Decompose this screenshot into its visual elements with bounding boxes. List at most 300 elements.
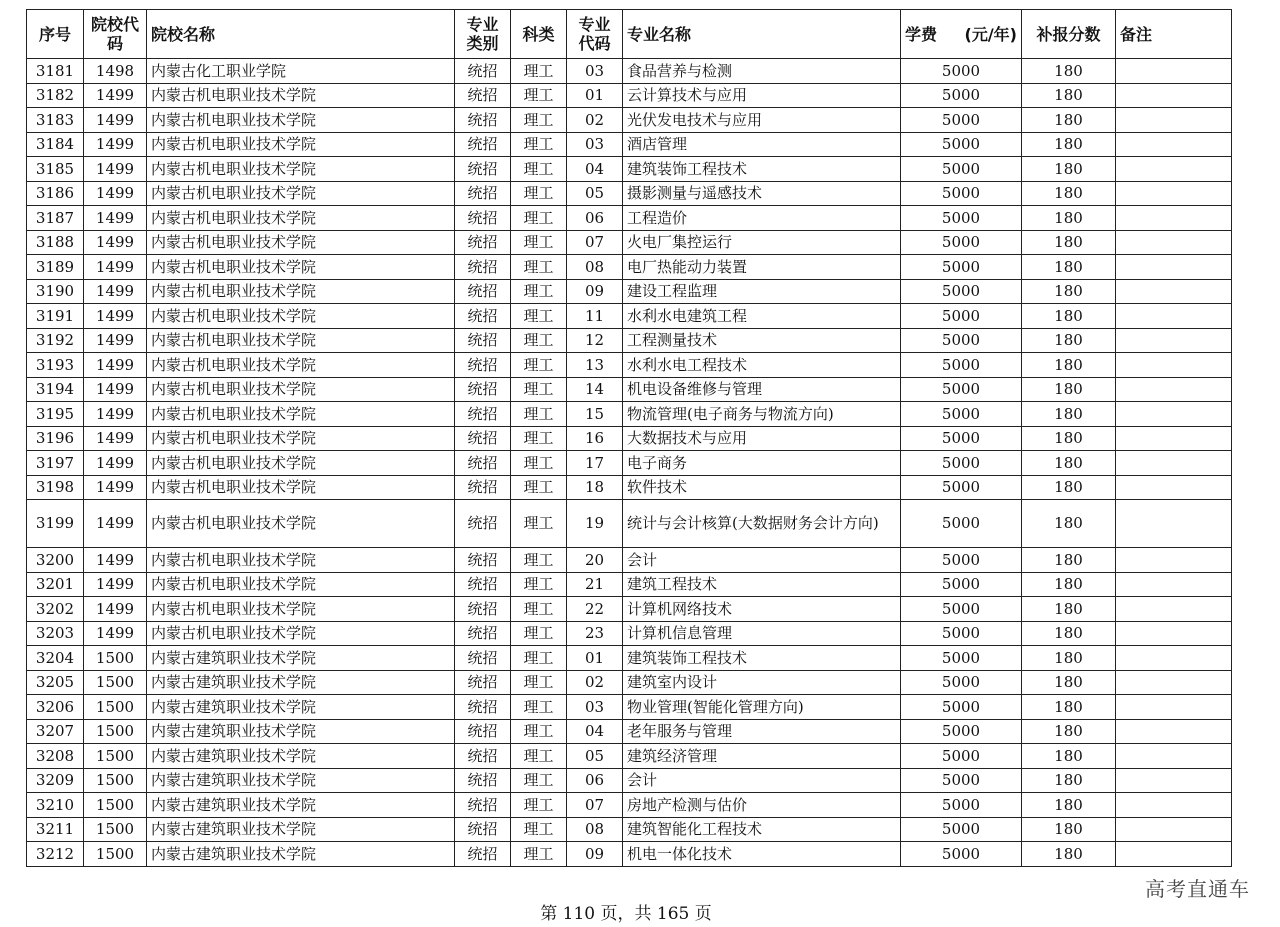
cell-seq: 3196 (27, 426, 84, 451)
cell-major-type: 统招 (455, 402, 511, 427)
cell-subject: 理工 (511, 475, 567, 500)
cell-fee: 5000 (901, 279, 1022, 304)
cell-seq: 3199 (27, 500, 84, 548)
cell-school-name: 内蒙古机电职业技术学院 (147, 132, 455, 157)
cell-seq: 3192 (27, 328, 84, 353)
cell-school-name: 内蒙古机电职业技术学院 (147, 426, 455, 451)
cell-note (1116, 304, 1232, 329)
cell-major-name: 会计 (623, 548, 901, 573)
cell-major-type: 统招 (455, 206, 511, 231)
header-major-name: 专业名称 (623, 10, 901, 59)
cell-note (1116, 768, 1232, 793)
cell-subject: 理工 (511, 793, 567, 818)
cell-seq: 3204 (27, 646, 84, 671)
cell-score: 180 (1022, 59, 1116, 84)
table-row (27, 719, 1232, 744)
cell-subject: 理工 (511, 108, 567, 133)
cell-major-code: 05 (567, 181, 623, 206)
cell-school-name: 内蒙古建筑职业技术学院 (147, 719, 455, 744)
cell-major-code: 09 (567, 279, 623, 304)
cell-subject: 理工 (511, 572, 567, 597)
cell-seq: 3188 (27, 230, 84, 255)
cell-school-name: 内蒙古机电职业技术学院 (147, 328, 455, 353)
table-row (27, 842, 1232, 867)
cell-note (1116, 842, 1232, 867)
cell-major-code: 03 (567, 59, 623, 84)
cell-school-code: 1499 (84, 132, 147, 157)
cell-note (1116, 744, 1232, 769)
cell-fee: 5000 (901, 132, 1022, 157)
cell-subject: 理工 (511, 768, 567, 793)
cell-score: 180 (1022, 768, 1116, 793)
cell-subject: 理工 (511, 59, 567, 84)
cell-seq: 3184 (27, 132, 84, 157)
cell-seq: 3183 (27, 108, 84, 133)
cell-score: 180 (1022, 206, 1116, 231)
cell-seq: 3210 (27, 793, 84, 818)
cell-major-name: 物流管理(电子商务与物流方向) (623, 402, 901, 427)
cell-major-code: 22 (567, 597, 623, 622)
cell-fee: 5000 (901, 695, 1022, 720)
cell-school-code: 1499 (84, 500, 147, 548)
cell-subject: 理工 (511, 83, 567, 108)
cell-score: 180 (1022, 451, 1116, 476)
cell-score: 180 (1022, 621, 1116, 646)
cell-fee: 5000 (901, 670, 1022, 695)
cell-major-type: 统招 (455, 719, 511, 744)
cell-note (1116, 181, 1232, 206)
cell-fee: 5000 (901, 451, 1022, 476)
cell-score: 180 (1022, 402, 1116, 427)
watermark: 高考直通车 (1145, 877, 1250, 901)
cell-note (1116, 353, 1232, 378)
page-footer: 第 110 页，共 165 页 (540, 904, 712, 924)
table-row (27, 426, 1232, 451)
cell-score: 180 (1022, 279, 1116, 304)
cell-school-code: 1499 (84, 108, 147, 133)
cell-subject: 理工 (511, 328, 567, 353)
cell-major-code: 13 (567, 353, 623, 378)
cell-major-type: 统招 (455, 279, 511, 304)
cell-score: 180 (1022, 597, 1116, 622)
cell-major-type: 统招 (455, 670, 511, 695)
cell-major-type: 统招 (455, 621, 511, 646)
table-row (27, 328, 1232, 353)
cell-major-type: 统招 (455, 597, 511, 622)
cell-major-code: 07 (567, 230, 623, 255)
cell-score: 180 (1022, 500, 1116, 548)
cell-fee: 5000 (901, 744, 1022, 769)
cell-subject: 理工 (511, 304, 567, 329)
cell-school-code: 1499 (84, 83, 147, 108)
cell-major-name: 物业管理(智能化管理方向) (623, 695, 901, 720)
cell-score: 180 (1022, 572, 1116, 597)
cell-major-code: 06 (567, 768, 623, 793)
cell-major-name: 火电厂集控运行 (623, 230, 901, 255)
cell-school-code: 1500 (84, 817, 147, 842)
cell-fee: 5000 (901, 842, 1022, 867)
cell-school-name: 内蒙古建筑职业技术学院 (147, 695, 455, 720)
cell-major-type: 统招 (455, 768, 511, 793)
header-school-code: 院校代码 (84, 10, 147, 59)
header-fee-label: 学费 (905, 24, 938, 44)
cell-school-code: 1499 (84, 451, 147, 476)
cell-school-code: 1499 (84, 597, 147, 622)
cell-note (1116, 132, 1232, 157)
table-row (27, 304, 1232, 329)
cell-fee: 5000 (901, 206, 1022, 231)
table-row (27, 572, 1232, 597)
cell-note (1116, 402, 1232, 427)
cell-school-name: 内蒙古机电职业技术学院 (147, 304, 455, 329)
cell-fee: 5000 (901, 157, 1022, 182)
cell-school-name: 内蒙古机电职业技术学院 (147, 621, 455, 646)
cell-major-code: 01 (567, 83, 623, 108)
cell-subject: 理工 (511, 157, 567, 182)
cell-major-name: 统计与会计核算(大数据财务会计方向) (623, 500, 901, 548)
table-row (27, 500, 1232, 548)
cell-score: 180 (1022, 157, 1116, 182)
cell-subject: 理工 (511, 451, 567, 476)
cell-school-name: 内蒙古机电职业技术学院 (147, 108, 455, 133)
cell-subject: 理工 (511, 719, 567, 744)
header-major-type: 专业类别 (455, 10, 511, 59)
cell-major-name: 计算机网络技术 (623, 597, 901, 622)
cell-major-type: 统招 (455, 304, 511, 329)
cell-fee: 5000 (901, 304, 1022, 329)
table-row (27, 206, 1232, 231)
cell-note (1116, 255, 1232, 280)
cell-note (1116, 279, 1232, 304)
cell-subject: 理工 (511, 353, 567, 378)
cell-note (1116, 230, 1232, 255)
cell-fee: 5000 (901, 817, 1022, 842)
cell-score: 180 (1022, 181, 1116, 206)
cell-major-name: 酒店管理 (623, 132, 901, 157)
cell-school-name: 内蒙古机电职业技术学院 (147, 255, 455, 280)
cell-school-name: 内蒙古建筑职业技术学院 (147, 744, 455, 769)
cell-subject: 理工 (511, 132, 567, 157)
cell-major-name: 电厂热能动力装置 (623, 255, 901, 280)
cell-school-name: 内蒙古建筑职业技术学院 (147, 817, 455, 842)
cell-subject: 理工 (511, 548, 567, 573)
cell-major-type: 统招 (455, 328, 511, 353)
table-row (27, 621, 1232, 646)
header-school-name: 院校名称 (147, 10, 455, 59)
cell-major-code: 14 (567, 377, 623, 402)
cell-school-name: 内蒙古机电职业技术学院 (147, 572, 455, 597)
cell-major-type: 统招 (455, 230, 511, 255)
cell-school-code: 1500 (84, 768, 147, 793)
cell-fee: 5000 (901, 426, 1022, 451)
cell-major-name: 机电设备维修与管理 (623, 377, 901, 402)
cell-subject: 理工 (511, 597, 567, 622)
cell-school-code: 1500 (84, 670, 147, 695)
cell-major-type: 统招 (455, 353, 511, 378)
cell-school-code: 1500 (84, 744, 147, 769)
cell-seq: 3198 (27, 475, 84, 500)
cell-score: 180 (1022, 719, 1116, 744)
cell-seq: 3197 (27, 451, 84, 476)
cell-fee: 5000 (901, 548, 1022, 573)
cell-school-code: 1499 (84, 328, 147, 353)
cell-subject: 理工 (511, 646, 567, 671)
cell-major-name: 建筑智能化工程技术 (623, 817, 901, 842)
cell-subject: 理工 (511, 695, 567, 720)
cell-major-code: 08 (567, 255, 623, 280)
cell-major-type: 统招 (455, 548, 511, 573)
cell-school-code: 1499 (84, 548, 147, 573)
cell-school-code: 1499 (84, 377, 147, 402)
header-seq: 序号 (27, 10, 84, 59)
cell-score: 180 (1022, 328, 1116, 353)
cell-school-code: 1499 (84, 475, 147, 500)
table-row (27, 279, 1232, 304)
cell-score: 180 (1022, 744, 1116, 769)
cell-seq: 3185 (27, 157, 84, 182)
cell-score: 180 (1022, 646, 1116, 671)
cell-school-name: 内蒙古机电职业技术学院 (147, 451, 455, 476)
cell-major-type: 统招 (455, 108, 511, 133)
cell-major-type: 统招 (455, 132, 511, 157)
cell-major-code: 17 (567, 451, 623, 476)
cell-note (1116, 572, 1232, 597)
cell-school-code: 1499 (84, 157, 147, 182)
cell-school-name: 内蒙古建筑职业技术学院 (147, 670, 455, 695)
cell-seq: 3187 (27, 206, 84, 231)
cell-seq: 3200 (27, 548, 84, 573)
cell-fee: 5000 (901, 353, 1022, 378)
cell-school-name: 内蒙古机电职业技术学院 (147, 475, 455, 500)
cell-major-code: 02 (567, 108, 623, 133)
cell-school-name: 内蒙古机电职业技术学院 (147, 402, 455, 427)
cell-major-type: 统招 (455, 842, 511, 867)
table-row (27, 451, 1232, 476)
cell-school-name: 内蒙古机电职业技术学院 (147, 548, 455, 573)
cell-seq: 3186 (27, 181, 84, 206)
cell-school-code: 1499 (84, 426, 147, 451)
cell-subject: 理工 (511, 670, 567, 695)
table-row (27, 695, 1232, 720)
cell-major-name: 大数据技术与应用 (623, 426, 901, 451)
cell-subject: 理工 (511, 279, 567, 304)
cell-major-code: 12 (567, 328, 623, 353)
cell-note (1116, 59, 1232, 84)
table-row (27, 402, 1232, 427)
cell-score: 180 (1022, 817, 1116, 842)
cell-major-name: 机电一体化技术 (623, 842, 901, 867)
cell-major-code: 11 (567, 304, 623, 329)
table-row (27, 670, 1232, 695)
cell-major-name: 水利水电工程技术 (623, 353, 901, 378)
cell-subject: 理工 (511, 230, 567, 255)
cell-fee: 5000 (901, 377, 1022, 402)
table-row (27, 548, 1232, 573)
cell-school-code: 1499 (84, 255, 147, 280)
cell-note (1116, 670, 1232, 695)
cell-major-code: 15 (567, 402, 623, 427)
cell-seq: 3195 (27, 402, 84, 427)
cell-school-name: 内蒙古机电职业技术学院 (147, 83, 455, 108)
cell-score: 180 (1022, 548, 1116, 573)
cell-note (1116, 695, 1232, 720)
cell-score: 180 (1022, 255, 1116, 280)
table-row (27, 230, 1232, 255)
cell-fee: 5000 (901, 793, 1022, 818)
cell-seq: 3212 (27, 842, 84, 867)
cell-school-code: 1499 (84, 206, 147, 231)
cell-school-name: 内蒙古机电职业技术学院 (147, 230, 455, 255)
cell-major-name: 计算机信息管理 (623, 621, 901, 646)
cell-school-code: 1499 (84, 353, 147, 378)
cell-major-name: 建筑装饰工程技术 (623, 646, 901, 671)
cell-school-name: 内蒙古机电职业技术学院 (147, 597, 455, 622)
cell-seq: 3202 (27, 597, 84, 622)
cell-note (1116, 621, 1232, 646)
cell-seq: 3182 (27, 83, 84, 108)
cell-major-code: 04 (567, 719, 623, 744)
table-row (27, 377, 1232, 402)
cell-seq: 3203 (27, 621, 84, 646)
cell-fee: 5000 (901, 255, 1022, 280)
cell-seq: 3201 (27, 572, 84, 597)
cell-major-name: 老年服务与管理 (623, 719, 901, 744)
cell-school-name: 内蒙古建筑职业技术学院 (147, 793, 455, 818)
cell-fee: 5000 (901, 230, 1022, 255)
cell-school-name: 内蒙古机电职业技术学院 (147, 377, 455, 402)
cell-major-name: 房地产检测与估价 (623, 793, 901, 818)
cell-major-code: 03 (567, 695, 623, 720)
cell-score: 180 (1022, 132, 1116, 157)
cell-major-type: 统招 (455, 646, 511, 671)
cell-major-name: 水利水电建筑工程 (623, 304, 901, 329)
header-fee (901, 10, 1022, 59)
cell-school-name: 内蒙古机电职业技术学院 (147, 181, 455, 206)
cell-score: 180 (1022, 670, 1116, 695)
cell-major-name: 电子商务 (623, 451, 901, 476)
header-score: 补报分数 (1022, 10, 1116, 59)
cell-subject: 理工 (511, 426, 567, 451)
cell-note (1116, 475, 1232, 500)
cell-note (1116, 719, 1232, 744)
cell-note (1116, 108, 1232, 133)
cell-score: 180 (1022, 842, 1116, 867)
cell-major-type: 统招 (455, 451, 511, 476)
cell-school-name: 内蒙古化工职业学院 (147, 59, 455, 84)
cell-major-code: 06 (567, 206, 623, 231)
table-header-row (27, 10, 1232, 59)
cell-major-type: 统招 (455, 475, 511, 500)
cell-major-code: 20 (567, 548, 623, 573)
cell-school-code: 1499 (84, 621, 147, 646)
cell-major-name: 建筑室内设计 (623, 670, 901, 695)
table-row (27, 475, 1232, 500)
cell-major-name: 建筑工程技术 (623, 572, 901, 597)
cell-major-type: 统招 (455, 181, 511, 206)
cell-major-code: 23 (567, 621, 623, 646)
cell-seq: 3194 (27, 377, 84, 402)
cell-major-type: 统招 (455, 817, 511, 842)
cell-fee: 5000 (901, 475, 1022, 500)
cell-major-type: 统招 (455, 695, 511, 720)
cell-score: 180 (1022, 793, 1116, 818)
cell-major-code: 03 (567, 132, 623, 157)
cell-school-code: 1500 (84, 695, 147, 720)
cell-seq: 3209 (27, 768, 84, 793)
cell-major-code: 04 (567, 157, 623, 182)
cell-major-type: 统招 (455, 59, 511, 84)
cell-note (1116, 157, 1232, 182)
cell-note (1116, 377, 1232, 402)
cell-school-code: 1500 (84, 842, 147, 867)
table-row (27, 181, 1232, 206)
cell-school-code: 1499 (84, 572, 147, 597)
cell-major-type: 统招 (455, 255, 511, 280)
table-row (27, 59, 1232, 84)
cell-subject: 理工 (511, 377, 567, 402)
cell-note (1116, 426, 1232, 451)
cell-fee: 5000 (901, 597, 1022, 622)
cell-major-code: 07 (567, 793, 623, 818)
cell-major-code: 09 (567, 842, 623, 867)
cell-major-name: 云计算技术与应用 (623, 83, 901, 108)
cell-fee: 5000 (901, 719, 1022, 744)
cell-fee: 5000 (901, 500, 1022, 548)
header-note: 备注 (1116, 10, 1232, 59)
cell-school-code: 1499 (84, 279, 147, 304)
cell-major-name: 会计 (623, 768, 901, 793)
cell-fee: 5000 (901, 646, 1022, 671)
cell-major-code: 16 (567, 426, 623, 451)
cell-major-name: 建筑经济管理 (623, 744, 901, 769)
cell-score: 180 (1022, 230, 1116, 255)
cell-major-type: 统招 (455, 793, 511, 818)
cell-subject: 理工 (511, 621, 567, 646)
cell-school-name: 内蒙古机电职业技术学院 (147, 279, 455, 304)
cell-major-type: 统招 (455, 377, 511, 402)
cell-seq: 3207 (27, 719, 84, 744)
cell-fee: 5000 (901, 83, 1022, 108)
cell-seq: 3206 (27, 695, 84, 720)
cell-school-name: 内蒙古机电职业技术学院 (147, 353, 455, 378)
cell-fee: 5000 (901, 108, 1022, 133)
cell-fee: 5000 (901, 572, 1022, 597)
cell-major-code: 18 (567, 475, 623, 500)
admissions-table (26, 9, 1232, 867)
table-body (27, 59, 1232, 867)
cell-major-name: 软件技术 (623, 475, 901, 500)
cell-score: 180 (1022, 83, 1116, 108)
cell-subject: 理工 (511, 744, 567, 769)
table-row (27, 353, 1232, 378)
cell-note (1116, 500, 1232, 548)
cell-seq: 3191 (27, 304, 84, 329)
cell-seq: 3193 (27, 353, 84, 378)
cell-school-name: 内蒙古机电职业技术学院 (147, 500, 455, 548)
cell-major-code: 02 (567, 670, 623, 695)
table-row (27, 157, 1232, 182)
cell-fee: 5000 (901, 768, 1022, 793)
cell-note (1116, 328, 1232, 353)
cell-score: 180 (1022, 475, 1116, 500)
table-row (27, 744, 1232, 769)
cell-school-code: 1499 (84, 181, 147, 206)
cell-school-code: 1498 (84, 59, 147, 84)
cell-subject: 理工 (511, 255, 567, 280)
cell-note (1116, 548, 1232, 573)
cell-major-type: 统招 (455, 500, 511, 548)
cell-subject: 理工 (511, 181, 567, 206)
